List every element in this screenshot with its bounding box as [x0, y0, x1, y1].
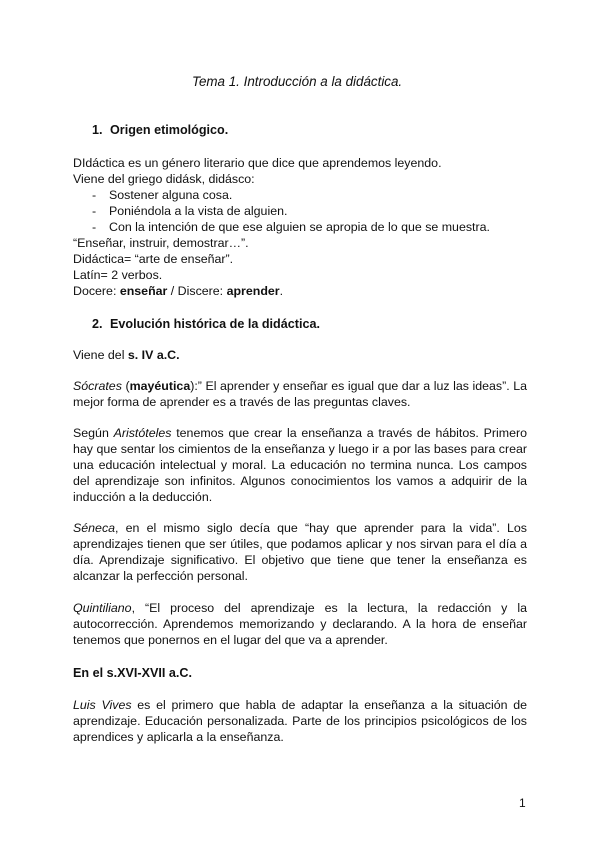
seneca-paragraph — [73, 520, 527, 584]
quintiliano-name: Quintiliano — [73, 601, 132, 615]
vives-text: es el primero que habla de adaptar la enseñanza a la situación de aprendizaje. Educación personalizada. Parte de los principios psicológicos de los aprendices y aplicarla a la enseñanza. — [73, 698, 527, 744]
verb-docere-label: Docere: — [73, 284, 120, 298]
bullet-item: Con la intención de que ese alguien se apropia de lo que se muestra. — [109, 220, 490, 234]
section-1-heading — [92, 122, 228, 138]
meaning-line: “Enseñar, instruir, demostrar…”. — [73, 236, 249, 250]
latin-line: Latín= 2 verbos. — [73, 268, 163, 282]
verb-discere-meaning: aprender — [226, 284, 280, 298]
quintiliano-text: , “El proceso del aprendizaje es la lectura, la redacción y la autocorrección. Aprendemos memorizando y declarando. A la hora de enseñar tenemos que ponernos en el lugar del que va a aprender. — [73, 601, 527, 647]
verb-docere-meaning: enseñar — [119, 284, 168, 298]
section-2-heading-text: Evolución histórica de la didáctica. — [110, 317, 320, 331]
section-1-heading-text: Origen etimológico. — [110, 123, 229, 137]
section-2-heading — [92, 316, 320, 332]
seneca-name: Séneca — [73, 521, 116, 535]
definition-line: DIdáctica es un género literario que dice que aprendemos leyendo. — [73, 156, 442, 170]
latin-verbs-line — [73, 283, 283, 299]
socrates-text: ):” El aprender y enseñar es igual que dar a luz las ideas”. La mejor forma de aprender es a través de las preguntas claves. — [73, 379, 527, 409]
socrates-paragraph — [73, 378, 527, 410]
bullet-marker: - — [92, 188, 97, 202]
period: . — [279, 284, 284, 298]
bullet-marker: - — [92, 220, 97, 234]
mayeutica-term: mayéutica — [129, 379, 191, 393]
aristoteles-text: tenemos que crear la enseñanza a través de hábitos. Primero hay que sentar los cimientos de la enseñanza y luego ir a por las bases para crear una educación intelectual y moral. La educación no termina nunca. Los campos del aprendizaje son infinitos. Algunos conocimientos los vamos a adquirir de la inducción a la deducción. — [73, 426, 527, 504]
bullet-item: Poniéndola a la vista de alguien. — [109, 204, 288, 218]
section-2-number: 2. — [92, 317, 103, 331]
section-1-number: 1. — [92, 123, 103, 137]
quintiliano-paragraph — [73, 600, 527, 648]
vives-paragraph — [73, 697, 527, 745]
vives-name: Luis Vives — [73, 698, 132, 712]
viene-century: s. IV a.C. — [127, 348, 180, 362]
viene-line — [73, 347, 180, 363]
era-subheading: En el s.XVI-XVII a.C. — [73, 666, 192, 680]
aristoteles-paragraph — [73, 425, 527, 505]
document-title: Tema 1. Introducción a la didáctica. — [192, 74, 403, 89]
seneca-text: , en el mismo siglo decía que “hay que aprender para la vida”. Los aprendizajes tienen que ser útiles, que podamos aplicar y nos sirvan para el día a día. Aprendizaje significativo. El objetivo que tiene que tener la enseñanza es alcanzar la perfección personal. — [73, 521, 527, 583]
socrates-name: Sócrates — [73, 379, 122, 393]
page-number: 1 — [519, 796, 526, 810]
paren-open: ( — [121, 379, 130, 393]
viene-prefix: Viene del — [73, 348, 128, 362]
aristoteles-name: Aristóteles — [113, 426, 172, 440]
bullet-item: Sostener alguna cosa. — [109, 188, 233, 202]
etymology-line: Viene del griego didásk, didásco: — [73, 172, 255, 186]
didactica-definition-line: Didáctica= “arte de enseñar”. — [73, 252, 234, 266]
bullet-marker: - — [92, 204, 97, 218]
verb-discere-label: / Discere: — [167, 284, 227, 298]
aristoteles-prefix: Según — [73, 426, 114, 440]
